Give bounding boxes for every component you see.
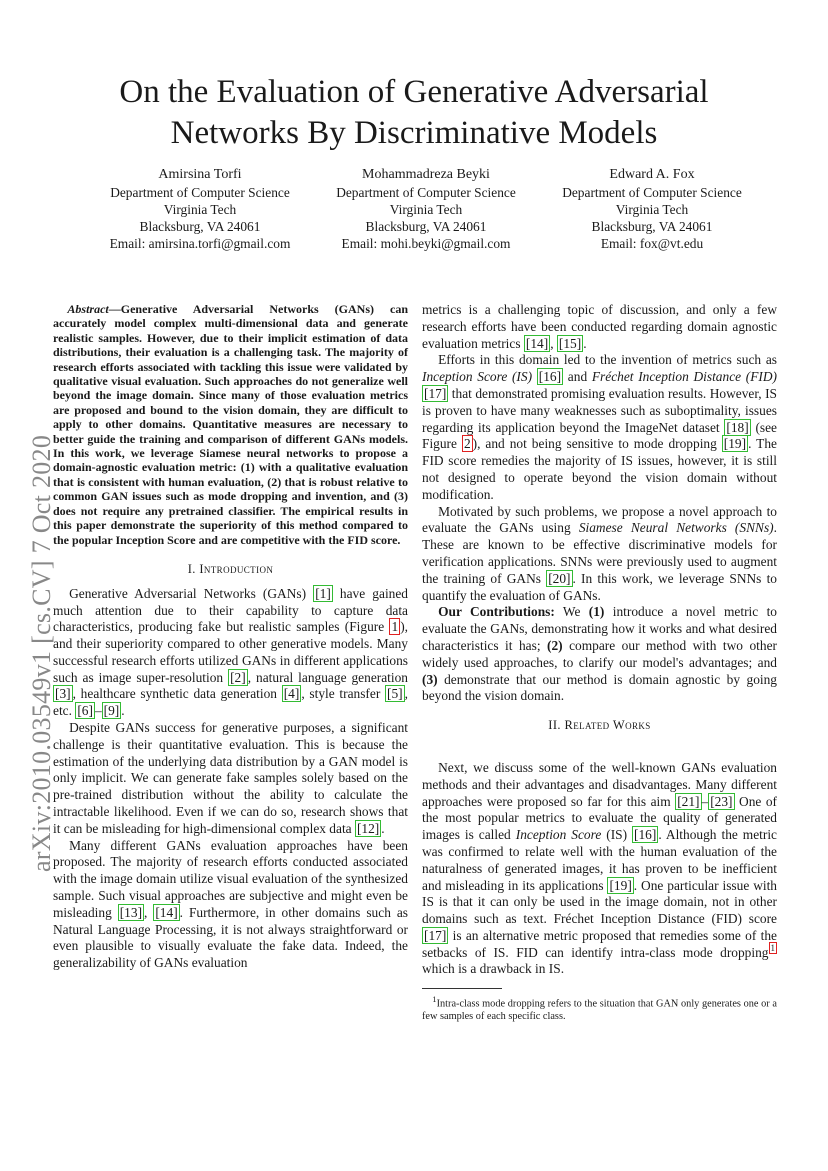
- left-column: [53, 302, 408, 972]
- citation-link[interactable]: [19]: [609, 877, 632, 893]
- section-heading-related-works: II. Related Works: [548, 718, 651, 733]
- author-addr: Blacksburg, VA 24061: [365, 219, 487, 234]
- citation-link[interactable]: [13]: [119, 904, 143, 920]
- citation-link[interactable]: [6]: [77, 703, 93, 719]
- author-addr: Blacksburg, VA 24061: [139, 219, 261, 234]
- author-addr: Blacksburg, VA 24061: [591, 219, 713, 234]
- footnote-text: Intra-class mode dropping refers to the situation that GAN only generates one or a few samples of each specific class.: [422, 998, 777, 1023]
- figure-link[interactable]: 1: [391, 619, 399, 635]
- citation-link[interactable]: [15]: [558, 335, 582, 351]
- author-dept: Department of Computer Science: [110, 185, 290, 200]
- related-paragraph-1: Next, we discuss some of the well-known GANs evaluation methods and their advantages and disadvantages. Many different approaches were proposed so far for this aim [21] – [23] One of the most popular metrics to evaluate the quality of generated images is called Inception Score (IS) [16] . Although the metric was confirmed to relate well with the human evaluation of the naturalness of generated images, it has proven to be inefficient and misleading in its applications [19] . One particular issue with IS is that it can only be used in the image domain, not in other domains such as text. Fréchet Inception Distance (FID) score [17] is an alternative metric proposed that remedies some of the setbacks of IS. FID can identify intra-class mode dropping $^1$ which is a drawback in IS.: [422, 759, 778, 977]
- citation-link[interactable]: [19]: [723, 436, 747, 452]
- term-fid: Fréchet Inception Distance (FID): [591, 369, 778, 385]
- author-block: [80, 166, 780, 266]
- term-is: Inception Score: [515, 827, 602, 843]
- citation-link[interactable]: [23]: [710, 793, 733, 809]
- title-line-1: On the Evaluation of Generative Adversarial: [119, 74, 709, 110]
- term-snn: Siamese Neural Networks (SNNs): [578, 520, 774, 536]
- footnote-rule: [422, 988, 502, 989]
- citation-link[interactable]: [21]: [677, 793, 700, 809]
- citation-link[interactable]: [20]: [548, 570, 571, 586]
- citation-link[interactable]: [3]: [55, 686, 71, 702]
- footnote-link[interactable]: 1: [770, 943, 775, 954]
- paper-title: [60, 72, 768, 154]
- citation-link[interactable]: [14]: [525, 335, 549, 351]
- citation-link[interactable]: [17]: [424, 927, 447, 943]
- footnote-number: 1: [432, 994, 437, 1005]
- author-email: Email: amirsina.torfi@gmail.com: [109, 236, 291, 251]
- author-dept: Department of Computer Science: [336, 185, 516, 200]
- author-name: Mohammadreza Beyki: [362, 167, 490, 182]
- contributions-label: Our Contributions:: [438, 604, 555, 620]
- citation-link[interactable]: [4]: [283, 686, 300, 702]
- author-inst: Virginia Tech: [163, 202, 237, 217]
- citation-link[interactable]: [16]: [634, 827, 657, 843]
- abstract-text: —Generative Adversarial Networks (GANs) can accurately model complex multi-dimensional data and generate realistic samples. However, due to their implicit estimation of data distributions, their evaluation is a challenging task. The majority of research efforts associated with tackling this issue were validated by qualitative visual evaluation. Such approaches do not generalize well beyond the image domain. Since many of those evaluation metrics are proposed and bound to the vision domain, they are difficult to apply to other domains. Quantitative measures are necessary to better guide the training and comparison of different GANs models. In this work, we leverage Siamese neural networks to propose a domain-agnostic evaluation metric: (1) with a qualitative evaluation that is consistent with human evaluation, (2) that is robust relative to common GAN issues such as mode dropping and invention, and (3) does not require any pretrained classifier. The empirical results in this paper demonstrate the superiority of this method compared to the popular Inception Score and are competitive with the FID score.: [53, 302, 408, 547]
- author-email: Email: mohi.beyki@gmail.com: [341, 236, 511, 251]
- abstract: [53, 302, 408, 547]
- author-email: Email: fox@vt.edu: [600, 236, 704, 251]
- citation-link[interactable]: [1]: [315, 585, 331, 601]
- citation-link[interactable]: [2]: [230, 669, 246, 685]
- citation-link[interactable]: [16]: [538, 369, 562, 385]
- citation-link[interactable]: [9]: [103, 703, 120, 719]
- intro-paragraph-2: Despite GANs success for generative purposes, a significant challenge is their quantitative evaluation. This is because the estimation of the underlying data distribution by a GAN model is only implicit. We can generate fake samples solely based on the pre-trained distribution without the ability to calculate the intractable likelihood. Even if we can do so, research shows that it can be misleading for high-dimensional complex data [12] .: [53, 720, 408, 836]
- author-1: [80, 166, 320, 252]
- author-3: [532, 166, 772, 252]
- abstract-label: Abstract: [67, 302, 109, 316]
- author-dept: Department of Computer Science: [562, 185, 742, 200]
- citation-link[interactable]: [12]: [356, 820, 380, 836]
- arxiv-side-label: arXiv:2010.03549v1 [cs.CV] 7 Oct 2020: [27, 434, 56, 872]
- citation-link[interactable]: [18]: [726, 419, 749, 435]
- right-column: [422, 302, 777, 1024]
- author-inst: Virginia Tech: [615, 202, 689, 217]
- title-line-2: Networks By Discriminative Models: [170, 115, 658, 151]
- footnote: [422, 993, 777, 1024]
- citation-link[interactable]: [17]: [424, 385, 447, 401]
- intro-paragraph-4: Efforts in this domain led to the invention of metrics such as Inception Score (IS) [16] and Fréchet Inception Distance (FID) [17] that demonstrated promising evaluation results. However, IS is proven to have many weaknesses such as suboptimality, issues regarding its application beyond the ImageNet dataset [18] (see Figure 2 ), and not being sensitive to mode dropping [19] . The FID score remedies the majority of IS issues, however, it is still not designed to operate beyond the vision domain without modification.: [422, 352, 778, 502]
- contributions-paragraph: Our Contributions: We (1) introduce a novel metric to evaluate the GANs, demonstrating how it works and what desired characteristics it has; (2) compare our method with two other widely used approaches, to clarify our model's advantages; and (3) demonstrate that our method is domain agnostic by going beyond the vision domain.: [422, 604, 777, 704]
- intro-paragraph-3: Many different GANs evaluation approaches have been proposed. The majority of research efforts conducted associated with the image domain utilize visual evaluation of the synthesized sample. Such visual approaches are subjective and might even be misleading [13] , [14] . Furthermore, in other domains such as Natural Language Processing, it is not always straightforward or even plausible to visually evaluate the fake data. Indeed, the generalizability of GANs evaluation: [53, 837, 408, 971]
- term-is: Inception Score (IS): [422, 369, 533, 385]
- author-inst: Virginia Tech: [389, 202, 463, 217]
- citation-link[interactable]: [14]: [155, 904, 178, 920]
- author-name: Amirsina Torfi: [158, 167, 242, 182]
- author-name: Edward A. Fox: [609, 167, 695, 182]
- citation-link[interactable]: [5]: [387, 686, 403, 702]
- intro-paragraph-3-cont: metrics is a challenging topic of discussion, and only a few research efforts have been conducted regarding domain agnostic evaluation metrics [14] , [15] .: [422, 302, 777, 351]
- intro-paragraph-5: Motivated by such problems, we propose a novel approach to evaluate the GANs using Siamese Neural Networks (SNNs). These are known to be effective discriminative models for verification applications. SNNs were previously used to augment the training of GANs [20] . In this work, we leverage SNNs to quantify the evaluation of GANs.: [422, 503, 777, 603]
- intro-paragraph-1: Generative Adversarial Networks (GANs) [1] have gained much attention due to their capability to capture data characteristics, producing fake but realistic samples (Figure 1 ), and their superiority compared to other generative models. Many successful research efforts utilized GANs in different applications such as image super-resolution [2] , natural language generation [3] , healthcare synthetic data generation [4] , style transfer [5] , etc. [6] – [9] .: [53, 585, 408, 719]
- figure-link[interactable]: 2: [463, 436, 471, 452]
- author-2: [306, 166, 546, 252]
- section-heading-introduction: I. Introduction: [187, 561, 274, 576]
